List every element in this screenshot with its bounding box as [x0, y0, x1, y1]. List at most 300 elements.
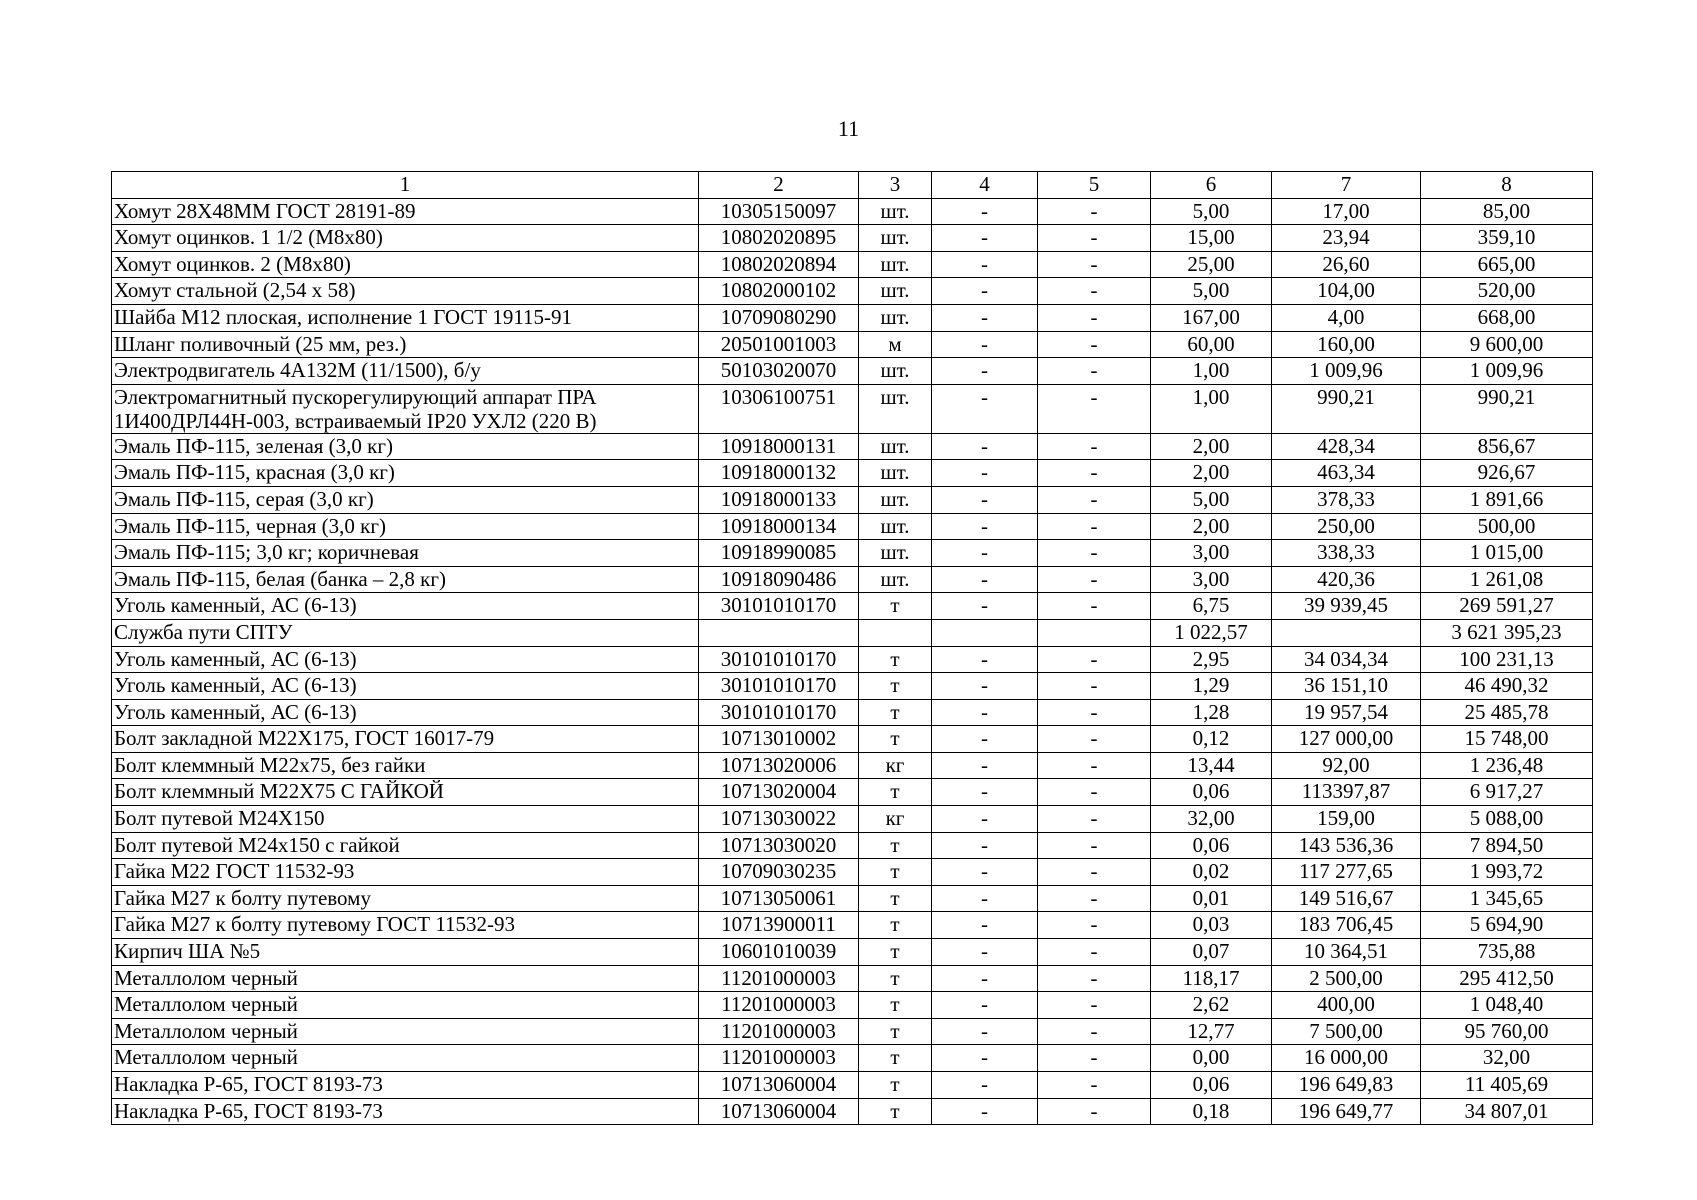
table-row — [112, 358, 1593, 385]
price-cell: 1 009,96 — [1272, 358, 1421, 385]
unit-cell: т — [859, 992, 932, 1019]
col-4-cell: - — [932, 912, 1038, 939]
col-5-cell: - — [1038, 699, 1151, 726]
price-cell: 36 151,10 — [1272, 673, 1421, 700]
item-name-cell: Металлолом черный — [112, 965, 699, 992]
quantity-cell: 0,18 — [1151, 1098, 1272, 1125]
amount-cell: 1 345,65 — [1421, 885, 1593, 912]
col-4-cell: - — [932, 859, 1038, 886]
amount-cell: 269 591,27 — [1421, 593, 1593, 620]
amount-cell: 25 485,78 — [1421, 699, 1593, 726]
quantity-cell: 167,00 — [1151, 304, 1272, 331]
unit-cell: т — [859, 726, 932, 753]
item-name-cell: Эмаль ПФ-115, зеленая (3,0 кг) — [112, 433, 699, 460]
unit-cell: т — [859, 912, 932, 939]
item-name-cell: Уголь каменный, АС (6-13) — [112, 593, 699, 620]
table-row — [112, 593, 1593, 620]
quantity-cell: 0,12 — [1151, 726, 1272, 753]
unit-cell: т — [859, 1018, 932, 1045]
unit-cell: шт. — [859, 278, 932, 305]
col-4-cell: - — [932, 566, 1038, 593]
table-row — [112, 540, 1593, 567]
col-5-cell: - — [1038, 1018, 1151, 1045]
item-name-cell: Шланг поливочный (25 мм, рез.) — [112, 331, 699, 358]
table-row — [112, 673, 1593, 700]
item-name-cell: Металлолом черный — [112, 1018, 699, 1045]
item-name-cell: Накладка Р-65, ГОСТ 8193-73 — [112, 1072, 699, 1099]
unit-cell: шт. — [859, 384, 932, 433]
price-cell: 378,33 — [1272, 486, 1421, 513]
price-cell: 10 364,51 — [1272, 939, 1421, 966]
col-5-cell: - — [1038, 566, 1151, 593]
item-name-cell: Металлолом черный — [112, 1045, 699, 1072]
column-header: 3 — [859, 172, 932, 199]
col-4-cell: - — [932, 225, 1038, 252]
item-code-cell: 10713020006 — [699, 752, 859, 779]
column-header: 7 — [1272, 172, 1421, 199]
col-4-cell: - — [932, 433, 1038, 460]
unit-cell: м — [859, 331, 932, 358]
item-code-cell: 10713020004 — [699, 779, 859, 806]
amount-cell: 3 621 395,23 — [1421, 619, 1593, 646]
col-4-cell: - — [932, 384, 1038, 433]
amount-cell: 1 236,48 — [1421, 752, 1593, 779]
price-cell: 400,00 — [1272, 992, 1421, 1019]
amount-cell: 6 917,27 — [1421, 779, 1593, 806]
item-name-cell: Гайка М27 к болту путевому ГОСТ 11532-93 — [112, 912, 699, 939]
price-cell: 113397,87 — [1272, 779, 1421, 806]
amount-cell: 1 015,00 — [1421, 540, 1593, 567]
price-cell: 196 649,83 — [1272, 1072, 1421, 1099]
table-row — [112, 198, 1593, 225]
quantity-cell: 1,28 — [1151, 699, 1272, 726]
item-code-cell: 10709080290 — [699, 304, 859, 331]
item-code-cell: 10918000133 — [699, 486, 859, 513]
quantity-cell: 5,00 — [1151, 198, 1272, 225]
col-5-cell: - — [1038, 540, 1151, 567]
col-5-cell: - — [1038, 593, 1151, 620]
item-code-cell: 10918000134 — [699, 513, 859, 540]
item-code-cell: 30101010170 — [699, 699, 859, 726]
unit-cell: т — [859, 1098, 932, 1125]
price-cell: 183 706,45 — [1272, 912, 1421, 939]
unit-cell: т — [859, 885, 932, 912]
unit-cell: кг — [859, 806, 932, 833]
unit-cell: шт. — [859, 460, 932, 487]
table-row — [112, 965, 1593, 992]
quantity-cell: 2,00 — [1151, 433, 1272, 460]
amount-cell: 665,00 — [1421, 251, 1593, 278]
item-code-cell: 10918000131 — [699, 433, 859, 460]
price-cell — [1272, 619, 1421, 646]
item-code-cell: 11201000003 — [699, 965, 859, 992]
amount-cell: 735,88 — [1421, 939, 1593, 966]
col-5-cell: - — [1038, 779, 1151, 806]
quantity-cell: 0,07 — [1151, 939, 1272, 966]
item-code-cell: 10713030022 — [699, 806, 859, 833]
quantity-cell: 2,00 — [1151, 460, 1272, 487]
amount-cell: 1 048,40 — [1421, 992, 1593, 1019]
col-5-cell: - — [1038, 965, 1151, 992]
col-4-cell: - — [932, 806, 1038, 833]
quantity-cell: 2,00 — [1151, 513, 1272, 540]
column-header: 5 — [1038, 172, 1151, 199]
col-4-cell: - — [932, 1045, 1038, 1072]
col-4-cell: - — [932, 593, 1038, 620]
table-row — [112, 1098, 1593, 1125]
quantity-cell: 1 022,57 — [1151, 619, 1272, 646]
col-5-cell: - — [1038, 859, 1151, 886]
item-name-cell: Шайба М12 плоская, исполнение 1 ГОСТ 19115-91 — [112, 304, 699, 331]
item-code-cell: 10713060004 — [699, 1098, 859, 1125]
price-cell: 127 000,00 — [1272, 726, 1421, 753]
price-cell: 990,21 — [1272, 384, 1421, 433]
table-row — [112, 992, 1593, 1019]
table-row — [112, 619, 1593, 646]
item-code-cell: 10713050061 — [699, 885, 859, 912]
quantity-cell: 60,00 — [1151, 331, 1272, 358]
amount-cell: 295 412,50 — [1421, 965, 1593, 992]
col-4-cell: - — [932, 673, 1038, 700]
price-cell: 104,00 — [1272, 278, 1421, 305]
amount-cell: 85,00 — [1421, 198, 1593, 225]
quantity-cell: 0,01 — [1151, 885, 1272, 912]
col-4-cell: - — [932, 278, 1038, 305]
unit-cell: шт. — [859, 433, 932, 460]
col-5-cell: - — [1038, 278, 1151, 305]
quantity-cell: 2,62 — [1151, 992, 1272, 1019]
col-4-cell: - — [932, 486, 1038, 513]
item-code-cell: 10713060004 — [699, 1072, 859, 1099]
table-row — [112, 384, 1593, 433]
column-header: 6 — [1151, 172, 1272, 199]
amount-cell: 11 405,69 — [1421, 1072, 1593, 1099]
amount-cell: 500,00 — [1421, 513, 1593, 540]
price-cell: 34 034,34 — [1272, 646, 1421, 673]
col-5-cell: - — [1038, 832, 1151, 859]
item-name-cell: Кирпич ША №5 — [112, 939, 699, 966]
col-4-cell: - — [932, 198, 1038, 225]
col-5-cell: - — [1038, 992, 1151, 1019]
quantity-cell: 1,00 — [1151, 358, 1272, 385]
table-row — [112, 304, 1593, 331]
quantity-cell: 15,00 — [1151, 225, 1272, 252]
table-row — [112, 939, 1593, 966]
amount-cell: 926,67 — [1421, 460, 1593, 487]
table-row — [112, 779, 1593, 806]
table-row — [112, 1072, 1593, 1099]
table-row — [112, 726, 1593, 753]
unit-cell: шт. — [859, 486, 932, 513]
amount-cell: 46 490,32 — [1421, 673, 1593, 700]
col-5-cell: - — [1038, 384, 1151, 433]
item-name-cell: Хомут 28Х48ММ ГОСТ 28191-89 — [112, 198, 699, 225]
quantity-cell: 0,06 — [1151, 832, 1272, 859]
quantity-cell: 0,02 — [1151, 859, 1272, 886]
amount-cell: 5 694,90 — [1421, 912, 1593, 939]
price-cell: 17,00 — [1272, 198, 1421, 225]
unit-cell: шт. — [859, 540, 932, 567]
item-code-cell: 10802020895 — [699, 225, 859, 252]
item-name-cell: Болт путевой М24х150 с гайкой — [112, 832, 699, 859]
item-name-cell: Хомут стальной (2,54 х 58) — [112, 278, 699, 305]
quantity-cell: 0,00 — [1151, 1045, 1272, 1072]
item-code-cell: 11201000003 — [699, 1018, 859, 1045]
item-code-cell: 11201000003 — [699, 1045, 859, 1072]
quantity-cell: 6,75 — [1151, 593, 1272, 620]
col-4-cell: - — [932, 460, 1038, 487]
col-5-cell: - — [1038, 433, 1151, 460]
col-4-cell: - — [932, 646, 1038, 673]
table-row — [112, 885, 1593, 912]
item-code-cell: 10713030020 — [699, 832, 859, 859]
quantity-cell: 5,00 — [1151, 486, 1272, 513]
unit-cell: т — [859, 646, 932, 673]
amount-cell: 990,21 — [1421, 384, 1593, 433]
price-cell: 463,34 — [1272, 460, 1421, 487]
col-5-cell: - — [1038, 752, 1151, 779]
col-5-cell: - — [1038, 198, 1151, 225]
price-cell: 39 939,45 — [1272, 593, 1421, 620]
quantity-cell: 13,44 — [1151, 752, 1272, 779]
quantity-cell: 32,00 — [1151, 806, 1272, 833]
table-row — [112, 1018, 1593, 1045]
amount-cell: 100 231,13 — [1421, 646, 1593, 673]
item-code-cell: 10713900011 — [699, 912, 859, 939]
col-4-cell: - — [932, 939, 1038, 966]
item-code-cell: 10306100751 — [699, 384, 859, 433]
amount-cell: 9 600,00 — [1421, 331, 1593, 358]
quantity-cell: 2,95 — [1151, 646, 1272, 673]
item-name-cell: Уголь каменный, АС (6-13) — [112, 699, 699, 726]
quantity-cell: 3,00 — [1151, 566, 1272, 593]
unit-cell: кг — [859, 752, 932, 779]
quantity-cell: 5,00 — [1151, 278, 1272, 305]
item-code-cell: 10918000132 — [699, 460, 859, 487]
column-header: 2 — [699, 172, 859, 199]
item-name-cell: Накладка Р-65, ГОСТ 8193-73 — [112, 1098, 699, 1125]
item-code-cell: 10709030235 — [699, 859, 859, 886]
item-name-cell: Гайка М22 ГОСТ 11532-93 — [112, 859, 699, 886]
price-cell: 338,33 — [1272, 540, 1421, 567]
item-name-cell: Болт закладной М22Х175, ГОСТ 16017-79 — [112, 726, 699, 753]
price-cell: 92,00 — [1272, 752, 1421, 779]
table-row — [112, 699, 1593, 726]
amount-cell: 5 088,00 — [1421, 806, 1593, 833]
col-5-cell: - — [1038, 358, 1151, 385]
price-cell: 428,34 — [1272, 433, 1421, 460]
item-name-cell: Эмаль ПФ-115, красная (3,0 кг) — [112, 460, 699, 487]
quantity-cell: 0,06 — [1151, 1072, 1272, 1099]
item-code-cell: 10713010002 — [699, 726, 859, 753]
page-number: 11 — [837, 116, 860, 141]
table-row — [112, 251, 1593, 278]
item-name-cell: Эмаль ПФ-115; 3,0 кг; коричневая — [112, 540, 699, 567]
amount-cell: 359,10 — [1421, 225, 1593, 252]
item-name-cell: Болт клеммный М22Х75 С ГАЙКОЙ — [112, 779, 699, 806]
col-4-cell: - — [932, 726, 1038, 753]
item-name-cell: Хомут оцинков. 2 (М8х80) — [112, 251, 699, 278]
unit-cell: т — [859, 673, 932, 700]
col-4-cell: - — [932, 1098, 1038, 1125]
item-name-cell: Электромагнитный пускорегулирующий аппарат ПРА 1И400ДРЛ44Н-003, встраиваемый IP20 УХЛ2 (220 В) — [112, 384, 699, 433]
col-5-cell: - — [1038, 646, 1151, 673]
price-cell: 117 277,65 — [1272, 859, 1421, 886]
table-row — [112, 486, 1593, 513]
unit-cell: шт. — [859, 251, 932, 278]
table-row — [112, 859, 1593, 886]
item-code-cell: 30101010170 — [699, 593, 859, 620]
item-name-cell: Эмаль ПФ-115, белая (банка – 2,8 кг) — [112, 566, 699, 593]
col-4-cell: - — [932, 251, 1038, 278]
col-5-cell: - — [1038, 939, 1151, 966]
col-5-cell: - — [1038, 304, 1151, 331]
item-code-cell — [699, 619, 859, 646]
price-cell: 2 500,00 — [1272, 965, 1421, 992]
inventory-table — [111, 171, 1593, 1125]
table-row — [112, 331, 1593, 358]
quantity-cell: 3,00 — [1151, 540, 1272, 567]
table-row — [112, 806, 1593, 833]
col-4-cell: - — [932, 513, 1038, 540]
column-header: 4 — [932, 172, 1038, 199]
col-4-cell: - — [932, 699, 1038, 726]
quantity-cell: 0,06 — [1151, 779, 1272, 806]
price-cell: 160,00 — [1272, 331, 1421, 358]
price-cell: 143 536,36 — [1272, 832, 1421, 859]
item-code-cell: 30101010170 — [699, 673, 859, 700]
column-number-row — [112, 172, 1593, 199]
col-4-cell: - — [932, 304, 1038, 331]
table-row — [112, 1045, 1593, 1072]
col-5-cell: - — [1038, 726, 1151, 753]
quantity-cell: 118,17 — [1151, 965, 1272, 992]
col-5-cell: - — [1038, 486, 1151, 513]
item-code-cell: 10918990085 — [699, 540, 859, 567]
item-code-cell: 10802000102 — [699, 278, 859, 305]
item-code-cell: 10918090486 — [699, 566, 859, 593]
quantity-cell: 0,03 — [1151, 912, 1272, 939]
col-4-cell: - — [932, 331, 1038, 358]
quantity-cell: 1,00 — [1151, 384, 1272, 433]
item-name-cell: Электродвигатель 4А132М (11/1500), б/у — [112, 358, 699, 385]
item-code-cell: 20501001003 — [699, 331, 859, 358]
table-row — [112, 433, 1593, 460]
item-name-cell: Уголь каменный, АС (6-13) — [112, 673, 699, 700]
unit-cell: т — [859, 939, 932, 966]
amount-cell: 95 760,00 — [1421, 1018, 1593, 1045]
column-header: 1 — [112, 172, 699, 199]
col-4-cell: - — [932, 358, 1038, 385]
item-code-cell: 50103020070 — [699, 358, 859, 385]
table-row — [112, 566, 1593, 593]
unit-cell: т — [859, 1045, 932, 1072]
item-code-cell: 30101010170 — [699, 646, 859, 673]
price-cell: 4,00 — [1272, 304, 1421, 331]
amount-cell: 1 891,66 — [1421, 486, 1593, 513]
col-4-cell: - — [932, 540, 1038, 567]
table-row — [112, 646, 1593, 673]
amount-cell: 15 748,00 — [1421, 726, 1593, 753]
unit-cell: шт. — [859, 513, 932, 540]
quantity-cell: 12,77 — [1151, 1018, 1272, 1045]
quantity-cell: 25,00 — [1151, 251, 1272, 278]
unit-cell: т — [859, 965, 932, 992]
col-4-cell: - — [932, 779, 1038, 806]
col-4-cell: - — [932, 1018, 1038, 1045]
price-cell: 196 649,77 — [1272, 1098, 1421, 1125]
col-5-cell: - — [1038, 513, 1151, 540]
table-row — [112, 832, 1593, 859]
col-5-cell — [1038, 619, 1151, 646]
item-name-cell: Болт клеммный М22х75, без гайки — [112, 752, 699, 779]
quantity-cell: 1,29 — [1151, 673, 1272, 700]
unit-cell: т — [859, 699, 932, 726]
amount-cell: 7 894,50 — [1421, 832, 1593, 859]
item-name-cell: Эмаль ПФ-115, серая (3,0 кг) — [112, 486, 699, 513]
unit-cell: т — [859, 593, 932, 620]
price-cell: 149 516,67 — [1272, 885, 1421, 912]
col-4-cell: - — [932, 885, 1038, 912]
item-name-cell: Уголь каменный, АС (6-13) — [112, 646, 699, 673]
item-name-cell: Гайка М27 к болту путевому — [112, 885, 699, 912]
amount-cell: 32,00 — [1421, 1045, 1593, 1072]
col-5-cell: - — [1038, 1098, 1151, 1125]
col-5-cell: - — [1038, 225, 1151, 252]
col-4-cell: - — [932, 752, 1038, 779]
item-name-cell: Хомут оцинков. 1 1/2 (М8х80) — [112, 225, 699, 252]
unit-cell: шт. — [859, 358, 932, 385]
price-cell: 159,00 — [1272, 806, 1421, 833]
col-5-cell: - — [1038, 673, 1151, 700]
col-4-cell: - — [932, 965, 1038, 992]
amount-cell: 856,67 — [1421, 433, 1593, 460]
unit-cell: т — [859, 859, 932, 886]
col-5-cell: - — [1038, 885, 1151, 912]
unit-cell: шт. — [859, 225, 932, 252]
table-row — [112, 278, 1593, 305]
col-5-cell: - — [1038, 1045, 1151, 1072]
item-name-cell: Металлолом черный — [112, 992, 699, 1019]
price-cell: 23,94 — [1272, 225, 1421, 252]
column-header: 8 — [1421, 172, 1593, 199]
amount-cell: 1 261,08 — [1421, 566, 1593, 593]
amount-cell: 520,00 — [1421, 278, 1593, 305]
item-code-cell: 10802020894 — [699, 251, 859, 278]
unit-cell: т — [859, 832, 932, 859]
price-cell: 26,60 — [1272, 251, 1421, 278]
col-4-cell: - — [932, 1072, 1038, 1099]
col-5-cell: - — [1038, 251, 1151, 278]
amount-cell: 1 009,96 — [1421, 358, 1593, 385]
amount-cell: 1 993,72 — [1421, 859, 1593, 886]
unit-cell: шт. — [859, 304, 932, 331]
col-5-cell: - — [1038, 806, 1151, 833]
amount-cell: 34 807,01 — [1421, 1098, 1593, 1125]
unit-cell: шт. — [859, 198, 932, 225]
col-4-cell — [932, 619, 1038, 646]
col-5-cell: - — [1038, 912, 1151, 939]
price-cell: 7 500,00 — [1272, 1018, 1421, 1045]
table-row — [112, 912, 1593, 939]
unit-cell: т — [859, 1072, 932, 1099]
item-name-cell: Эмаль ПФ-115, черная (3,0 кг) — [112, 513, 699, 540]
table-row — [112, 225, 1593, 252]
item-code-cell: 10305150097 — [699, 198, 859, 225]
col-5-cell: - — [1038, 331, 1151, 358]
price-cell: 420,36 — [1272, 566, 1421, 593]
item-code-cell: 11201000003 — [699, 992, 859, 1019]
